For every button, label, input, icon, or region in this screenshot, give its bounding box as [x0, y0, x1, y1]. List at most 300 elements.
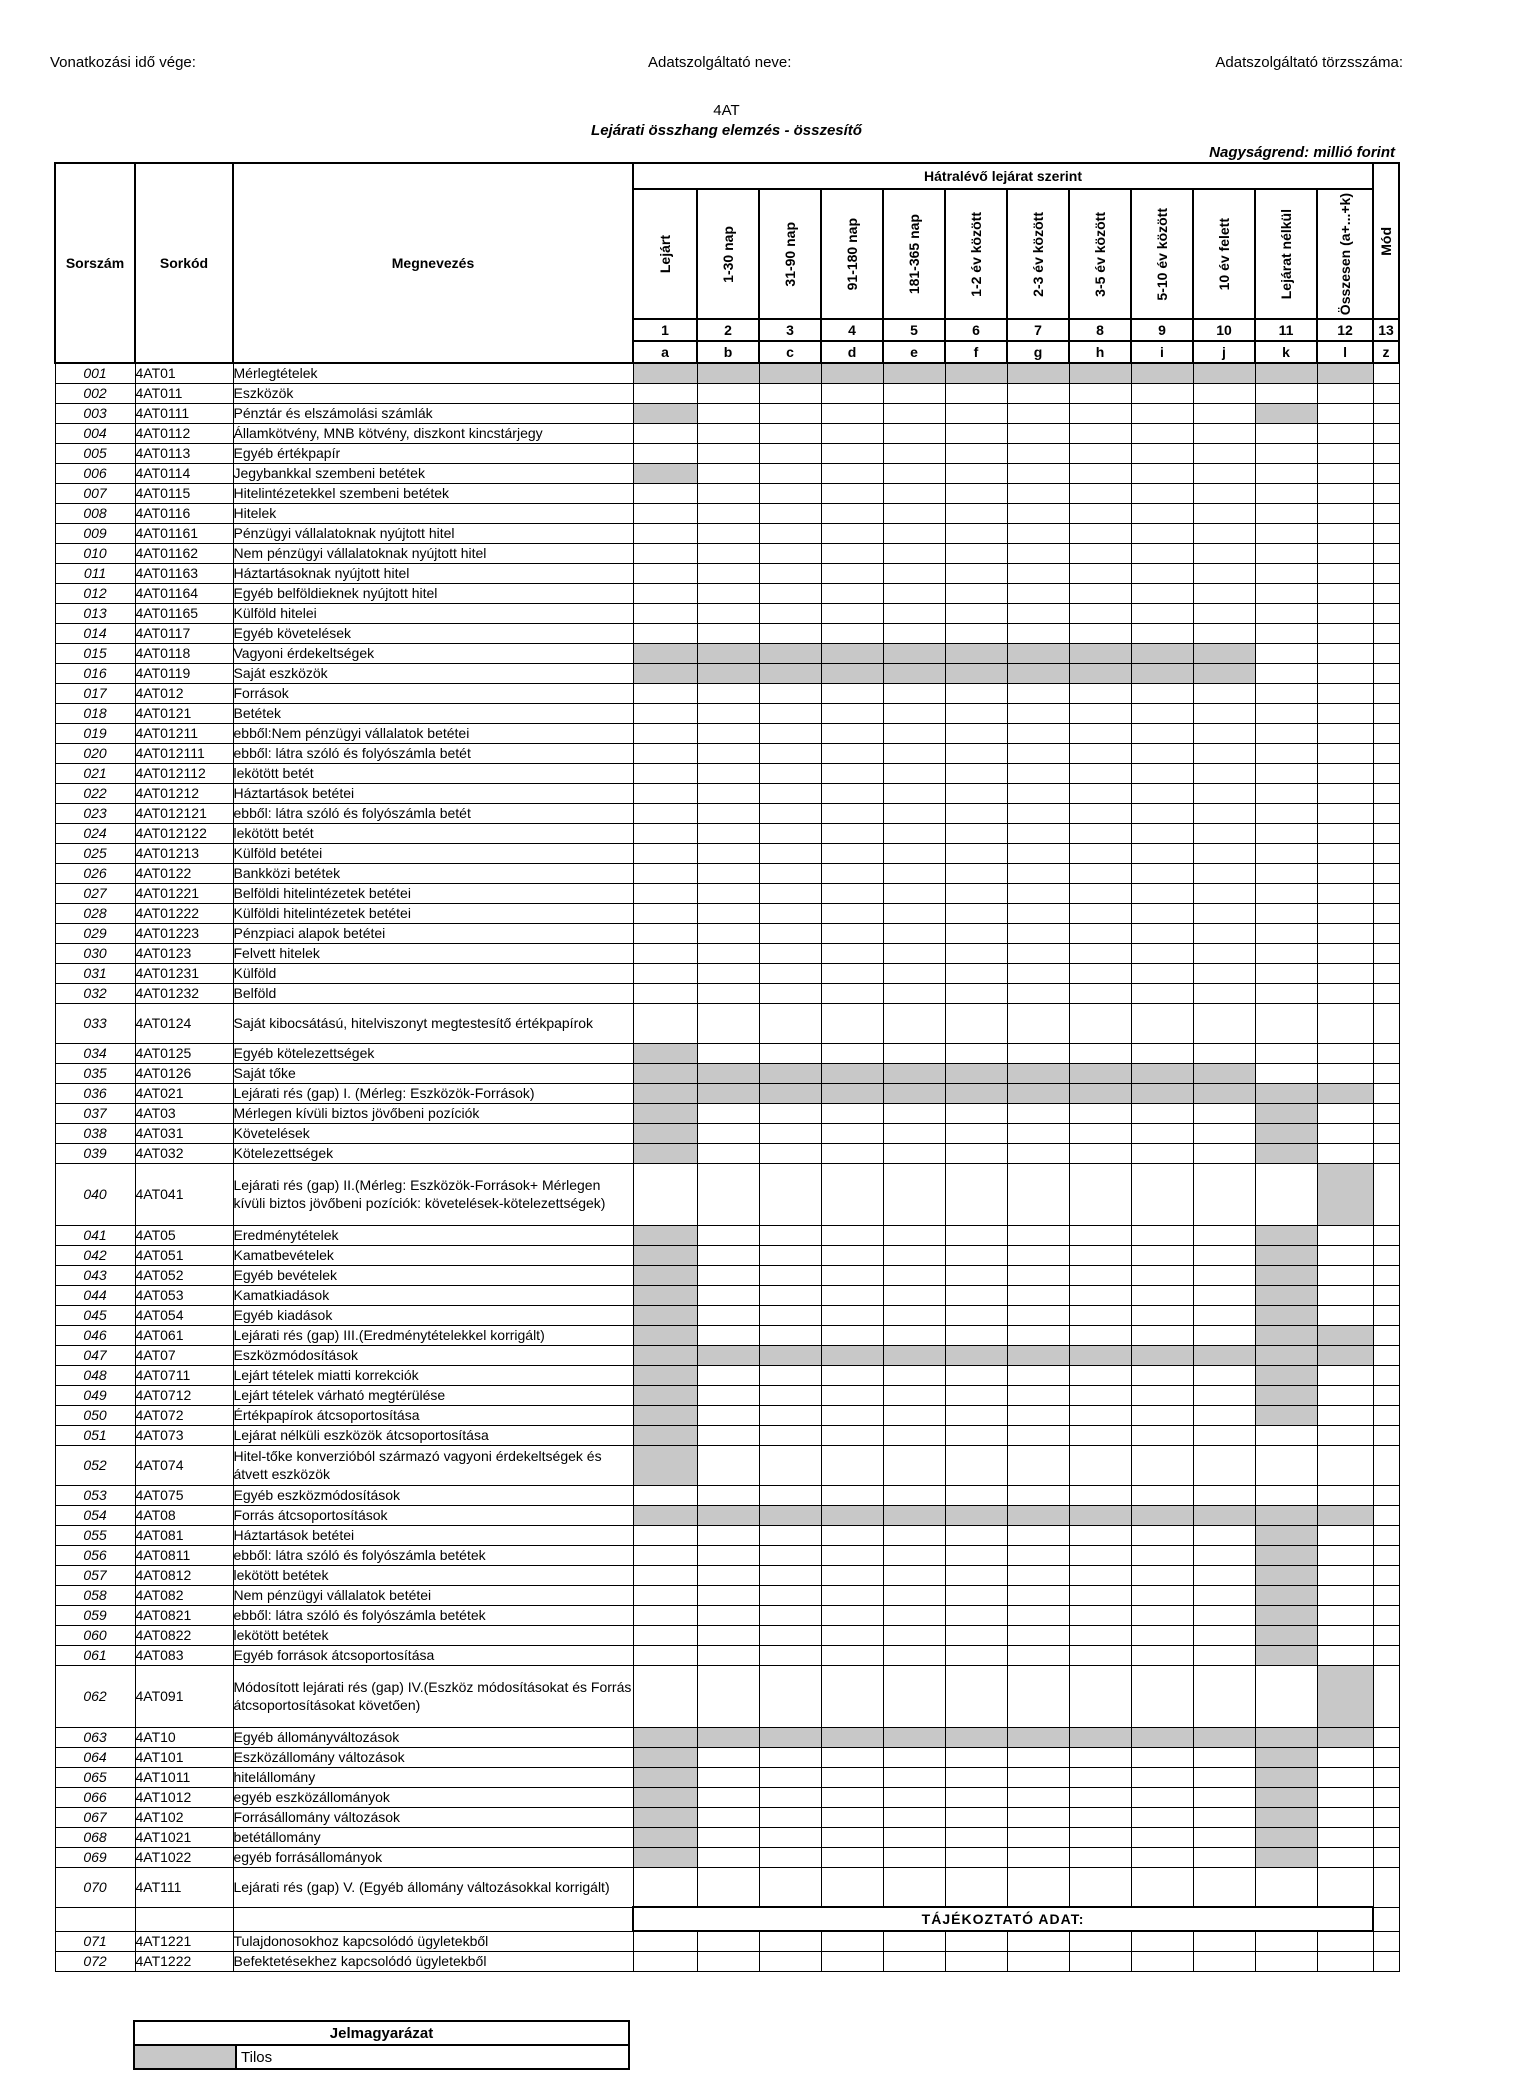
- value-cell[interactable]: [1069, 1425, 1131, 1445]
- value-cell[interactable]: [1373, 803, 1399, 823]
- value-cell[interactable]: [821, 823, 883, 843]
- value-cell[interactable]: [945, 1525, 1007, 1545]
- value-cell[interactable]: [1131, 1163, 1193, 1225]
- value-cell[interactable]: [883, 483, 945, 503]
- value-cell[interactable]: [1069, 1625, 1131, 1645]
- value-cell[interactable]: [1007, 823, 1069, 843]
- value-cell[interactable]: [1317, 523, 1373, 543]
- value-cell[interactable]: [945, 843, 1007, 863]
- value-cell[interactable]: [1069, 1565, 1131, 1585]
- value-cell[interactable]: [1069, 443, 1131, 463]
- value-cell[interactable]: [1373, 883, 1399, 903]
- value-cell[interactable]: [1007, 1425, 1069, 1445]
- value-cell[interactable]: [883, 1485, 945, 1505]
- value-cell[interactable]: [883, 1525, 945, 1545]
- value-cell[interactable]: [883, 963, 945, 983]
- value-cell[interactable]: [821, 1827, 883, 1847]
- value-cell[interactable]: [633, 1645, 697, 1665]
- value-cell[interactable]: [1131, 443, 1193, 463]
- value-cell[interactable]: [1373, 463, 1399, 483]
- value-cell[interactable]: [821, 703, 883, 723]
- value-cell[interactable]: [1069, 423, 1131, 443]
- value-cell[interactable]: [1373, 1265, 1399, 1285]
- value-cell[interactable]: [1373, 1305, 1399, 1325]
- value-cell[interactable]: [821, 463, 883, 483]
- value-cell[interactable]: [1131, 603, 1193, 623]
- value-cell[interactable]: [821, 783, 883, 803]
- value-cell[interactable]: [1131, 1225, 1193, 1245]
- value-cell[interactable]: [633, 803, 697, 823]
- value-cell[interactable]: [759, 1525, 821, 1545]
- value-cell[interactable]: [1317, 1787, 1373, 1807]
- value-cell[interactable]: [697, 383, 759, 403]
- value-cell[interactable]: [883, 1867, 945, 1907]
- value-cell[interactable]: [1255, 923, 1317, 943]
- value-cell[interactable]: [1255, 943, 1317, 963]
- value-cell[interactable]: [1069, 1143, 1131, 1163]
- value-cell[interactable]: [1373, 1163, 1399, 1225]
- value-cell[interactable]: [697, 1585, 759, 1605]
- value-cell[interactable]: [821, 1787, 883, 1807]
- value-cell[interactable]: [697, 1665, 759, 1727]
- value-cell[interactable]: [759, 1043, 821, 1063]
- value-cell[interactable]: [1131, 1365, 1193, 1385]
- value-cell[interactable]: [697, 483, 759, 503]
- value-cell[interactable]: [1007, 963, 1069, 983]
- value-cell[interactable]: [1131, 1405, 1193, 1425]
- value-cell[interactable]: [1255, 783, 1317, 803]
- value-cell[interactable]: [697, 943, 759, 963]
- value-cell[interactable]: [945, 383, 1007, 403]
- value-cell[interactable]: [883, 1445, 945, 1485]
- value-cell[interactable]: [759, 1545, 821, 1565]
- value-cell[interactable]: [1069, 583, 1131, 603]
- value-cell[interactable]: [697, 1445, 759, 1485]
- value-cell[interactable]: [1193, 903, 1255, 923]
- value-cell[interactable]: [883, 1767, 945, 1787]
- value-cell[interactable]: [1007, 1103, 1069, 1123]
- value-cell[interactable]: [1255, 803, 1317, 823]
- value-cell[interactable]: [883, 603, 945, 623]
- value-cell[interactable]: [1255, 843, 1317, 863]
- value-cell[interactable]: [1193, 1807, 1255, 1827]
- value-cell[interactable]: [1069, 1225, 1131, 1245]
- value-cell[interactable]: [1193, 563, 1255, 583]
- value-cell[interactable]: [1373, 1365, 1399, 1385]
- value-cell[interactable]: [1069, 983, 1131, 1003]
- value-cell[interactable]: [759, 383, 821, 403]
- value-cell[interactable]: [633, 1565, 697, 1585]
- value-cell[interactable]: [821, 1807, 883, 1827]
- value-cell[interactable]: [697, 963, 759, 983]
- value-cell[interactable]: [1255, 963, 1317, 983]
- value-cell[interactable]: [945, 1931, 1007, 1951]
- value-cell[interactable]: [697, 1143, 759, 1163]
- value-cell[interactable]: [1069, 903, 1131, 923]
- value-cell[interactable]: [1373, 663, 1399, 683]
- value-cell[interactable]: [1193, 1425, 1255, 1445]
- value-cell[interactable]: [697, 703, 759, 723]
- value-cell[interactable]: [1007, 1163, 1069, 1225]
- value-cell[interactable]: [1317, 1951, 1373, 1971]
- value-cell[interactable]: [1007, 563, 1069, 583]
- value-cell[interactable]: [821, 803, 883, 823]
- value-cell[interactable]: [697, 1325, 759, 1345]
- value-cell[interactable]: [1069, 783, 1131, 803]
- value-cell[interactable]: [821, 1385, 883, 1405]
- value-cell[interactable]: [633, 1931, 697, 1951]
- value-cell[interactable]: [883, 1043, 945, 1063]
- value-cell[interactable]: [945, 523, 1007, 543]
- value-cell[interactable]: [883, 1285, 945, 1305]
- value-cell[interactable]: [883, 1847, 945, 1867]
- value-cell[interactable]: [1317, 1405, 1373, 1425]
- value-cell[interactable]: [1317, 843, 1373, 863]
- value-cell[interactable]: [1131, 803, 1193, 823]
- value-cell[interactable]: [1007, 543, 1069, 563]
- value-cell[interactable]: [633, 823, 697, 843]
- value-cell[interactable]: [1131, 1827, 1193, 1847]
- value-cell[interactable]: [1373, 1385, 1399, 1405]
- value-cell[interactable]: [633, 943, 697, 963]
- value-cell[interactable]: [1255, 583, 1317, 603]
- value-cell[interactable]: [1193, 1525, 1255, 1545]
- value-cell[interactable]: [1069, 563, 1131, 583]
- value-cell[interactable]: [1069, 1003, 1131, 1043]
- value-cell[interactable]: [1007, 1665, 1069, 1727]
- value-cell[interactable]: [1069, 543, 1131, 563]
- value-cell[interactable]: [883, 503, 945, 523]
- value-cell[interactable]: [1317, 723, 1373, 743]
- value-cell[interactable]: [1131, 743, 1193, 763]
- value-cell[interactable]: [759, 1787, 821, 1807]
- value-cell[interactable]: [1317, 1847, 1373, 1867]
- value-cell[interactable]: [1007, 1807, 1069, 1827]
- value-cell[interactable]: [945, 1043, 1007, 1063]
- value-cell[interactable]: [1317, 743, 1373, 763]
- value-cell[interactable]: [821, 1285, 883, 1305]
- value-cell[interactable]: [759, 1123, 821, 1143]
- value-cell[interactable]: [1373, 723, 1399, 743]
- value-cell[interactable]: [633, 1585, 697, 1605]
- value-cell[interactable]: [945, 903, 1007, 923]
- value-cell[interactable]: [1317, 583, 1373, 603]
- value-cell[interactable]: [1131, 943, 1193, 963]
- value-cell[interactable]: [1007, 503, 1069, 523]
- value-cell[interactable]: [1193, 683, 1255, 703]
- value-cell[interactable]: [821, 1565, 883, 1585]
- value-cell[interactable]: [1373, 583, 1399, 603]
- value-cell[interactable]: [1069, 383, 1131, 403]
- value-cell[interactable]: [633, 683, 697, 703]
- value-cell[interactable]: [1007, 623, 1069, 643]
- value-cell[interactable]: [883, 943, 945, 963]
- value-cell[interactable]: [945, 1225, 1007, 1245]
- value-cell[interactable]: [1007, 783, 1069, 803]
- value-cell[interactable]: [945, 563, 1007, 583]
- value-cell[interactable]: [945, 1847, 1007, 1867]
- value-cell[interactable]: [1193, 603, 1255, 623]
- value-cell[interactable]: [821, 1043, 883, 1063]
- value-cell[interactable]: [1007, 843, 1069, 863]
- value-cell[interactable]: [633, 443, 697, 463]
- value-cell[interactable]: [759, 1747, 821, 1767]
- value-cell[interactable]: [759, 683, 821, 703]
- value-cell[interactable]: [697, 723, 759, 743]
- value-cell[interactable]: [1255, 703, 1317, 723]
- value-cell[interactable]: [1007, 743, 1069, 763]
- value-cell[interactable]: [1317, 1585, 1373, 1605]
- value-cell[interactable]: [1131, 1425, 1193, 1445]
- value-cell[interactable]: [945, 1485, 1007, 1505]
- value-cell[interactable]: [759, 763, 821, 783]
- value-cell[interactable]: [759, 1867, 821, 1907]
- value-cell[interactable]: [1007, 383, 1069, 403]
- value-cell[interactable]: [1193, 923, 1255, 943]
- value-cell[interactable]: [945, 423, 1007, 443]
- value-cell[interactable]: [883, 683, 945, 703]
- value-cell[interactable]: [1131, 883, 1193, 903]
- value-cell[interactable]: [1193, 1445, 1255, 1485]
- value-cell[interactable]: [1317, 483, 1373, 503]
- value-cell[interactable]: [1131, 1103, 1193, 1123]
- value-cell[interactable]: [1069, 1787, 1131, 1807]
- value-cell[interactable]: [1007, 1143, 1069, 1163]
- value-cell[interactable]: [1007, 1385, 1069, 1405]
- value-cell[interactable]: [1373, 683, 1399, 703]
- value-cell[interactable]: [759, 563, 821, 583]
- value-cell[interactable]: [759, 1485, 821, 1505]
- value-cell[interactable]: [1255, 623, 1317, 643]
- value-cell[interactable]: [697, 1767, 759, 1787]
- value-cell[interactable]: [633, 383, 697, 403]
- value-cell[interactable]: [945, 1245, 1007, 1265]
- value-cell[interactable]: [633, 1163, 697, 1225]
- value-cell[interactable]: [759, 1445, 821, 1485]
- value-cell[interactable]: [697, 1103, 759, 1123]
- value-cell[interactable]: [1317, 423, 1373, 443]
- value-cell[interactable]: [821, 903, 883, 923]
- value-cell[interactable]: [1317, 1605, 1373, 1625]
- value-cell[interactable]: [1373, 1545, 1399, 1565]
- value-cell[interactable]: [883, 1545, 945, 1565]
- value-cell[interactable]: [1131, 703, 1193, 723]
- value-cell[interactable]: [1193, 1365, 1255, 1385]
- value-cell[interactable]: [1193, 1951, 1255, 1971]
- value-cell[interactable]: [1255, 1867, 1317, 1907]
- value-cell[interactable]: [697, 1225, 759, 1245]
- value-cell[interactable]: [1193, 583, 1255, 603]
- value-cell[interactable]: [1007, 1445, 1069, 1485]
- value-cell[interactable]: [1069, 503, 1131, 523]
- value-cell[interactable]: [821, 443, 883, 463]
- value-cell[interactable]: [883, 1003, 945, 1043]
- value-cell[interactable]: [633, 863, 697, 883]
- value-cell[interactable]: [633, 1665, 697, 1727]
- value-cell[interactable]: [1007, 983, 1069, 1003]
- value-cell[interactable]: [1255, 523, 1317, 543]
- value-cell[interactable]: [1317, 1525, 1373, 1545]
- value-cell[interactable]: [1131, 843, 1193, 863]
- value-cell[interactable]: [1255, 1445, 1317, 1485]
- value-cell[interactable]: [1255, 1043, 1317, 1063]
- value-cell[interactable]: [821, 1747, 883, 1767]
- value-cell[interactable]: [1193, 1385, 1255, 1405]
- value-cell[interactable]: [1193, 1545, 1255, 1565]
- value-cell[interactable]: [697, 1605, 759, 1625]
- value-cell[interactable]: [1131, 1807, 1193, 1827]
- value-cell[interactable]: [821, 1003, 883, 1043]
- value-cell[interactable]: [883, 1103, 945, 1123]
- value-cell[interactable]: [945, 963, 1007, 983]
- value-cell[interactable]: [821, 1445, 883, 1485]
- value-cell[interactable]: [697, 863, 759, 883]
- value-cell[interactable]: [1255, 1063, 1317, 1083]
- value-cell[interactable]: [1007, 1545, 1069, 1565]
- value-cell[interactable]: [1193, 1625, 1255, 1645]
- value-cell[interactable]: [821, 1585, 883, 1605]
- value-cell[interactable]: [1007, 1827, 1069, 1847]
- value-cell[interactable]: [1373, 503, 1399, 523]
- value-cell[interactable]: [759, 723, 821, 743]
- value-cell[interactable]: [697, 1807, 759, 1827]
- value-cell[interactable]: [1069, 1385, 1131, 1405]
- value-cell[interactable]: [697, 683, 759, 703]
- value-cell[interactable]: [1193, 503, 1255, 523]
- value-cell[interactable]: [1317, 1867, 1373, 1907]
- value-cell[interactable]: [1007, 1867, 1069, 1907]
- value-cell[interactable]: [1131, 563, 1193, 583]
- value-cell[interactable]: [1255, 983, 1317, 1003]
- value-cell[interactable]: [821, 1103, 883, 1123]
- value-cell[interactable]: [1255, 863, 1317, 883]
- value-cell[interactable]: [945, 1285, 1007, 1305]
- value-cell[interactable]: [945, 923, 1007, 943]
- value-cell[interactable]: [1007, 1305, 1069, 1325]
- value-cell[interactable]: [945, 1787, 1007, 1807]
- value-cell[interactable]: [1317, 923, 1373, 943]
- value-cell[interactable]: [759, 1265, 821, 1285]
- value-cell[interactable]: [821, 503, 883, 523]
- value-cell[interactable]: [821, 423, 883, 443]
- value-cell[interactable]: [945, 1545, 1007, 1565]
- value-cell[interactable]: [697, 1305, 759, 1325]
- value-cell[interactable]: [1373, 443, 1399, 463]
- value-cell[interactable]: [821, 1665, 883, 1727]
- value-cell[interactable]: [1255, 1951, 1317, 1971]
- value-cell[interactable]: [1193, 1163, 1255, 1225]
- value-cell[interactable]: [1007, 883, 1069, 903]
- value-cell[interactable]: [883, 903, 945, 923]
- value-cell[interactable]: [697, 1951, 759, 1971]
- value-cell[interactable]: [697, 1425, 759, 1445]
- value-cell[interactable]: [821, 623, 883, 643]
- value-cell[interactable]: [883, 1143, 945, 1163]
- value-cell[interactable]: [633, 1605, 697, 1625]
- value-cell[interactable]: [1131, 583, 1193, 603]
- value-cell[interactable]: [1317, 963, 1373, 983]
- value-cell[interactable]: [1131, 1485, 1193, 1505]
- value-cell[interactable]: [821, 983, 883, 1003]
- value-cell[interactable]: [1317, 943, 1373, 963]
- value-cell[interactable]: [759, 743, 821, 763]
- value-cell[interactable]: [1255, 483, 1317, 503]
- value-cell[interactable]: [633, 563, 697, 583]
- value-cell[interactable]: [1193, 723, 1255, 743]
- value-cell[interactable]: [1317, 1305, 1373, 1325]
- value-cell[interactable]: [1007, 1123, 1069, 1143]
- value-cell[interactable]: [821, 1225, 883, 1245]
- value-cell[interactable]: [697, 1123, 759, 1143]
- value-cell[interactable]: [945, 1003, 1007, 1043]
- value-cell[interactable]: [1317, 543, 1373, 563]
- value-cell[interactable]: [1373, 1951, 1399, 1971]
- value-cell[interactable]: [883, 583, 945, 603]
- value-cell[interactable]: [759, 1225, 821, 1245]
- value-cell[interactable]: [1131, 1931, 1193, 1951]
- value-cell[interactable]: [759, 1807, 821, 1827]
- value-cell[interactable]: [697, 423, 759, 443]
- value-cell[interactable]: [1373, 983, 1399, 1003]
- value-cell[interactable]: [1069, 723, 1131, 743]
- value-cell[interactable]: [1255, 823, 1317, 843]
- value-cell[interactable]: [883, 1747, 945, 1767]
- value-cell[interactable]: [1007, 1365, 1069, 1385]
- value-cell[interactable]: [697, 443, 759, 463]
- value-cell[interactable]: [945, 543, 1007, 563]
- value-cell[interactable]: [821, 523, 883, 543]
- value-cell[interactable]: [945, 443, 1007, 463]
- value-cell[interactable]: [1069, 1807, 1131, 1827]
- value-cell[interactable]: [1131, 1951, 1193, 1971]
- value-cell[interactable]: [1317, 683, 1373, 703]
- value-cell[interactable]: [759, 1143, 821, 1163]
- value-cell[interactable]: [697, 1645, 759, 1665]
- value-cell[interactable]: [883, 983, 945, 1003]
- value-cell[interactable]: [1069, 1445, 1131, 1485]
- value-cell[interactable]: [1373, 543, 1399, 563]
- value-cell[interactable]: [1193, 623, 1255, 643]
- value-cell[interactable]: [1007, 1245, 1069, 1265]
- value-cell[interactable]: [821, 1525, 883, 1545]
- value-cell[interactable]: [759, 1305, 821, 1325]
- value-cell[interactable]: [1193, 1123, 1255, 1143]
- value-cell[interactable]: [759, 803, 821, 823]
- value-cell[interactable]: [1193, 1003, 1255, 1043]
- value-cell[interactable]: [1131, 403, 1193, 423]
- value-cell[interactable]: [821, 1545, 883, 1565]
- value-cell[interactable]: [1131, 1867, 1193, 1907]
- value-cell[interactable]: [945, 1445, 1007, 1485]
- value-cell[interactable]: [759, 1585, 821, 1605]
- value-cell[interactable]: [1373, 1625, 1399, 1645]
- value-cell[interactable]: [1193, 1605, 1255, 1625]
- value-cell[interactable]: [883, 1585, 945, 1605]
- value-cell[interactable]: [1069, 823, 1131, 843]
- value-cell[interactable]: [759, 423, 821, 443]
- value-cell[interactable]: [759, 1385, 821, 1405]
- value-cell[interactable]: [1069, 1847, 1131, 1867]
- value-cell[interactable]: [1069, 1265, 1131, 1285]
- value-cell[interactable]: [1131, 1123, 1193, 1143]
- value-cell[interactable]: [1373, 1585, 1399, 1605]
- value-cell[interactable]: [883, 1123, 945, 1143]
- value-cell[interactable]: [759, 583, 821, 603]
- value-cell[interactable]: [759, 1425, 821, 1445]
- value-cell[interactable]: [1007, 1043, 1069, 1063]
- value-cell[interactable]: [945, 1103, 1007, 1123]
- value-cell[interactable]: [883, 1385, 945, 1405]
